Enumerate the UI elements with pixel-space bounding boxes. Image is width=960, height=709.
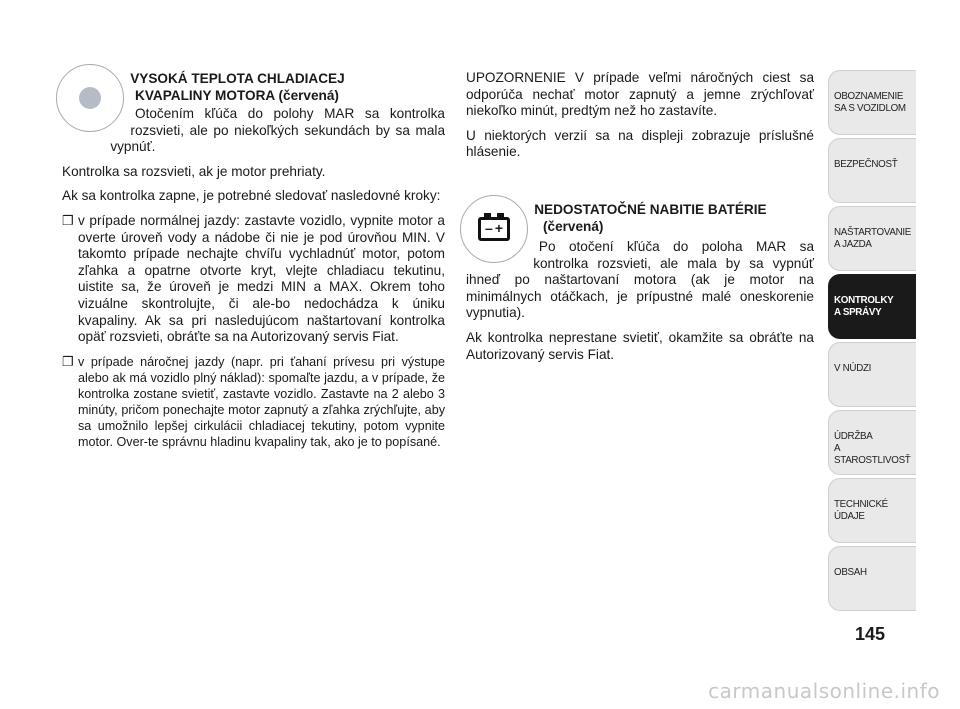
- tab-nastartovanie[interactable]: [828, 206, 916, 271]
- tab-label: V NÚDZI: [834, 363, 872, 374]
- tab-technicke-udaje[interactable]: [828, 478, 916, 543]
- battery-minus-sign: –: [485, 219, 493, 236]
- tab-label: OBSAH: [834, 567, 867, 578]
- warning-paragraph: UPOZORNENIE V prípade veľmi náročných ciest sa odporúča nechať motor zapnutý a jemne zrýchľovať niekoľko minút, predtým než ho zastavíte.: [466, 70, 814, 119]
- tab-v-nudzi[interactable]: [828, 342, 916, 407]
- tab-label: TECHNICKÉ ÚDAJE: [834, 499, 888, 522]
- coolant-heading-line2: KVAPALINY MOTORA (červená): [135, 88, 339, 103]
- coolant-heading-line1: VYSOKÁ TEPLOTA CHLADIACEJ: [130, 71, 345, 86]
- battery-plus-sign: +: [494, 219, 503, 236]
- battery-terminal: [497, 213, 504, 218]
- coolant-warning-light: [56, 64, 128, 136]
- tab-bezpecnost[interactable]: [828, 138, 916, 203]
- list-item: [62, 354, 445, 450]
- checkbox-bullet-icon: ❒: [62, 353, 74, 369]
- left-column: [62, 70, 445, 458]
- tab-oboznamenie[interactable]: [828, 70, 916, 135]
- checkbox-bullet-icon: ❒: [62, 212, 74, 228]
- page-number: 145: [854, 624, 886, 644]
- list-item: [62, 213, 445, 346]
- battery-heading-line1: NEDOSTATOČNÉ NABITIE BATÉRIE: [534, 201, 767, 217]
- coolant-paragraph-2: Ak sa kontrolka zapne, je potrebné sledovať nasledovné kroky:: [62, 188, 441, 204]
- tab-label: OBOZNAMENIE SA S VOZIDLOM: [834, 91, 906, 114]
- battery-icon: [478, 217, 510, 241]
- tab-label: NAŠTARTOVANIE A JAZDA: [834, 227, 912, 250]
- coolant-temperature-icon: [79, 87, 101, 109]
- watermark: carmanualsonline.info: [708, 679, 940, 703]
- chapter-tabs: [828, 70, 916, 614]
- battery-warning-light: [460, 195, 532, 267]
- coolant-paragraph-1: Kontrolka sa rozsvieti, ak je motor prehriaty.: [62, 163, 326, 179]
- coolant-intro: Otočením kľúča do polohy MAR sa kontrolka rozsvieti, ale po niekoľkých sekundách by sa mala vypnúť.: [110, 106, 445, 155]
- bullet-text-demanding-driving: v prípade náročnej jazdy (napr. pri ťahaní prívesu pri výstupe alebo ak má vozidlo plný náklad): spomaľte jazdu, a v prípade, že kontrolka zostane svietiť, zastavte vozidlo. Zastavte na 2 alebo 3 minúty, pričom ponechajte motor zapnutý a zľahka zrýchľujte, aby sa umožnilo lepšej cirkulácii chladiacej tekutiny, potom vypnite motor. Over-te správnu hladinu kvapaliny tak, ako je to popísané.: [78, 354, 445, 449]
- tab-obsah[interactable]: [828, 546, 916, 611]
- tab-udrzba[interactable]: [828, 410, 916, 475]
- battery-terminal: [484, 213, 491, 218]
- tab-label: BEZPEČNOSŤ: [834, 159, 898, 170]
- warning-circle: [460, 195, 528, 263]
- tab-label: ÚDRŽBA A STAROSTLIVOSŤ: [834, 431, 911, 466]
- warning-circle: [56, 64, 124, 132]
- bullet-text-normal-driving: v prípade normálnej jazdy: zastavte vozidlo, vypnite motor a overte úroveň vody a nádobe či nie je pod úrovňou MIN. V takomto prípade nechajte chvíľu vychladnúť motor, potom zľahka a opatrne otvorte kryt, vlejte chladiacu tekutinu, uistite sa, že úroveň je medzi MIN a MAX. Okrem toho vizuálne skontrolujte, či ale-bo nedochádza k úniku kvapaliny. Ak sa pri nasledujúcom naštartovaní kontrolka opäť rozsvieti, obráťte sa na Autorizovaný servis Fiat.: [78, 212, 445, 345]
- display-message-paragraph: U niektorých verzií sa na displeji zobrazuje príslušné hlásenie.: [466, 127, 814, 160]
- tab-kontrolky[interactable]: [828, 274, 916, 339]
- right-column: [466, 70, 814, 371]
- tab-label: KONTROLKY A SPRÁVY: [834, 295, 894, 318]
- battery-paragraph-2: Ak kontrolka neprestane svietiť, okamžite sa obráťte na Autorizovaný servis Fiat.: [466, 329, 814, 362]
- battery-heading-line2: (červená): [543, 218, 604, 234]
- battery-intro: Po otočení kľúča do poloha MAR sa kontrolka rozsvieti, ale mala by sa vypnúť ihneď po naštartovaní motora (ak je motor na minimálnych otáčkach, je prípustné malé oneskorenie vypnutia).: [466, 238, 814, 321]
